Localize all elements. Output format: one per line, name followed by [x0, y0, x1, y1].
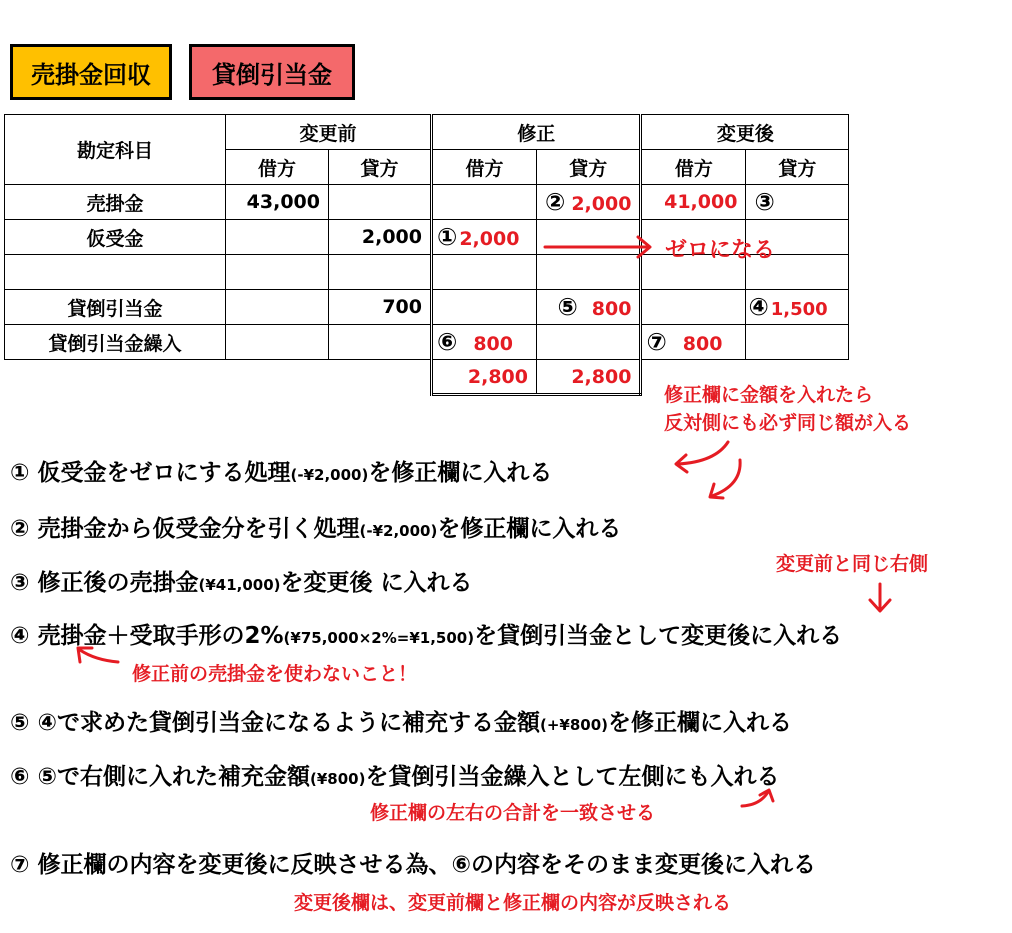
zero-note: ゼロになる: [665, 238, 776, 263]
reflect-note: 変更後欄は、変更前欄と修正欄の内容が反映される: [294, 892, 732, 914]
step-mark: ⑤: [557, 293, 578, 321]
header-credit: 貸方: [537, 150, 641, 185]
zero-arrow-icon: [545, 237, 650, 257]
corr-credit: ⑤ 800: [537, 290, 641, 325]
step-3: ③ 修正後の売掛金(¥41,000)を変更後 に入れる: [10, 570, 473, 596]
corr-debit: ⑥ 800: [432, 325, 537, 360]
header-credit: 貸方: [329, 150, 432, 185]
header-debit: 借方: [226, 150, 329, 185]
before-credit: 2,000: [329, 220, 432, 255]
header-debit: 借方: [641, 150, 746, 185]
header-correction: 修正: [432, 115, 641, 150]
after-credit: ④ 1,500: [746, 290, 849, 325]
correction-note-line1: 修正欄に金額を入れたら: [664, 384, 874, 406]
account-name: 仮受金: [5, 220, 226, 255]
header-credit: 貸方: [746, 150, 849, 185]
allowance-tag: 貸倒引当金: [189, 44, 355, 100]
header-before: 変更前: [226, 115, 432, 150]
corr-debit: ① 2,000: [432, 220, 537, 255]
step-mark: ①: [437, 223, 458, 251]
corr-debit-total: 2,800: [432, 360, 537, 395]
corr-credit: ② 2,000: [537, 185, 641, 220]
balance-note: 修正欄の左右の合計を一致させる: [370, 802, 656, 824]
same-right-note: 変更前と同じ右側: [776, 553, 929, 575]
step-mark: ⑥: [437, 328, 458, 356]
corr-credit-total: 2,800: [537, 360, 641, 395]
step-7: ⑦ 修正欄の内容を変更後に反映させる為、⑥の内容をそのまま変更後に入れる: [10, 852, 816, 878]
step-mark: ③: [754, 188, 775, 216]
correction-note-line2: 反対側にも必ず同じ額が入る: [664, 412, 912, 434]
step-mark: ②: [545, 188, 566, 216]
dont-use-note: 修正前の売掛金を使わないこと！: [132, 663, 418, 685]
header-account: 勘定科目: [5, 115, 226, 185]
down-arrow-icon: [870, 584, 890, 611]
header-after: 変更後: [641, 115, 849, 150]
header-debit: 借方: [432, 150, 537, 185]
before-credit: 700: [329, 290, 432, 325]
step-mark: ⑦: [646, 328, 667, 356]
after-debit: 41,000: [641, 185, 746, 220]
up-left-arrow-icon: [78, 648, 118, 662]
receivable-tag: 売掛金回収: [10, 44, 172, 100]
step-2: ② 売掛金から仮受金分を引く処理(-¥2,000)を修正欄に入れる: [10, 516, 622, 542]
step-4: ④ 売掛金＋受取手形の2%(¥75,000×2%=¥1,500)を貸倒引当金として変更後に入れる: [10, 623, 843, 649]
curved-arrow-icon: [710, 460, 740, 498]
step-5: ⑤ ④で求めた貸倒引当金になるように補充する金額(+¥800)を修正欄に入れる: [10, 710, 792, 736]
before-debit: 43,000: [226, 185, 329, 220]
account-name: 貸倒引当金繰入: [5, 325, 226, 360]
curved-arrow-icon: [676, 442, 728, 472]
account-name: 売掛金: [5, 185, 226, 220]
step-6: ⑥ ⑤で右側に入れた補充金額(¥800)を貸倒引当金繰入として左側にも入れる: [10, 764, 780, 790]
after-debit: ⑦ 800: [641, 325, 746, 360]
step-1: ① 仮受金をゼロにする処理(-¥2,000)を修正欄に入れる: [10, 460, 553, 486]
up-arrow-icon: [742, 790, 773, 806]
account-name: 貸倒引当金: [5, 290, 226, 325]
step-mark: ④: [748, 293, 769, 321]
